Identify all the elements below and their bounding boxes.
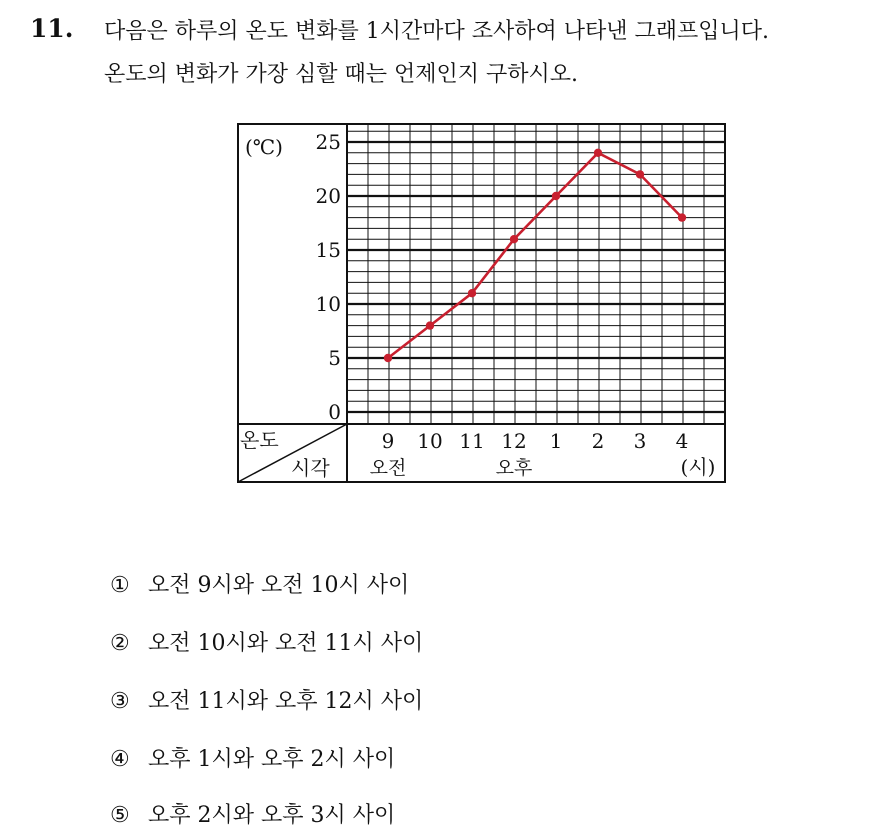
- y-tick-label: 25: [315, 130, 341, 154]
- x-tick-label: 4: [675, 429, 689, 453]
- y-tick-label: 0: [328, 400, 341, 424]
- x-tick-label: 11: [459, 429, 485, 453]
- chart-grid: [347, 124, 725, 424]
- option-number-mark: ②: [110, 631, 130, 656]
- option-number-mark: ①: [110, 573, 130, 598]
- temperature-data-point: [426, 321, 434, 329]
- answer-option-2[interactable]: [110, 626, 423, 657]
- option-number-mark: ⑤: [110, 803, 130, 828]
- temperature-data-point: [636, 170, 644, 178]
- x-tick-label: 12: [501, 429, 527, 453]
- temperature-data-point: [678, 213, 686, 221]
- y-tick-label: 20: [315, 184, 341, 208]
- temperature-data-point: [510, 235, 518, 243]
- temperature-data-point: [468, 289, 476, 297]
- option-text: 오전 10시와 오전 11시 사이: [148, 631, 424, 656]
- x-tick-label: 9: [381, 429, 395, 453]
- y-tick-label: 5: [328, 346, 341, 370]
- option-text: 오전 11시와 오후 12시 사이: [148, 689, 424, 714]
- period-label-pm: 오후: [495, 457, 533, 479]
- x-tick-label: 2: [591, 429, 605, 453]
- option-text: 오전 9시와 오전 10시 사이: [148, 573, 410, 598]
- period-label-am: 오전: [369, 457, 407, 479]
- y-unit-label: (℃): [245, 135, 283, 159]
- option-number-mark: ④: [110, 747, 130, 772]
- option-number-mark: ③: [110, 689, 130, 714]
- question-text-line-2: 온도의 변화가 가장 심할 때는 언제인지 구하시오.: [104, 62, 578, 87]
- option-text: 오후 1시와 오후 2시 사이: [148, 747, 396, 772]
- x-tick-label: 3: [633, 429, 647, 453]
- x-tick-label: 1: [549, 429, 563, 453]
- answer-option-4[interactable]: [110, 742, 395, 773]
- answer-option-3[interactable]: [110, 684, 423, 715]
- x-tick-label: 10: [417, 429, 443, 453]
- temperature-data-point: [384, 354, 392, 362]
- option-text: 오후 2시와 오후 3시 사이: [148, 803, 396, 828]
- question-text-line-1: 다음은 하루의 온도 변화를 1시간마다 조사하여 나타낸 그래프입니다.: [104, 19, 770, 44]
- header-label-time: 시각: [291, 456, 330, 480]
- temperature-data-point: [552, 192, 560, 200]
- header-label-temperature: 온도: [240, 428, 279, 452]
- answer-option-5[interactable]: [110, 798, 395, 829]
- x-unit-label: (시): [680, 455, 716, 479]
- temperature-data-point: [594, 149, 602, 157]
- y-tick-label: 15: [315, 238, 341, 262]
- question-number: 11.: [30, 14, 74, 43]
- answer-option-1[interactable]: [110, 568, 409, 599]
- y-tick-label: 10: [315, 292, 341, 316]
